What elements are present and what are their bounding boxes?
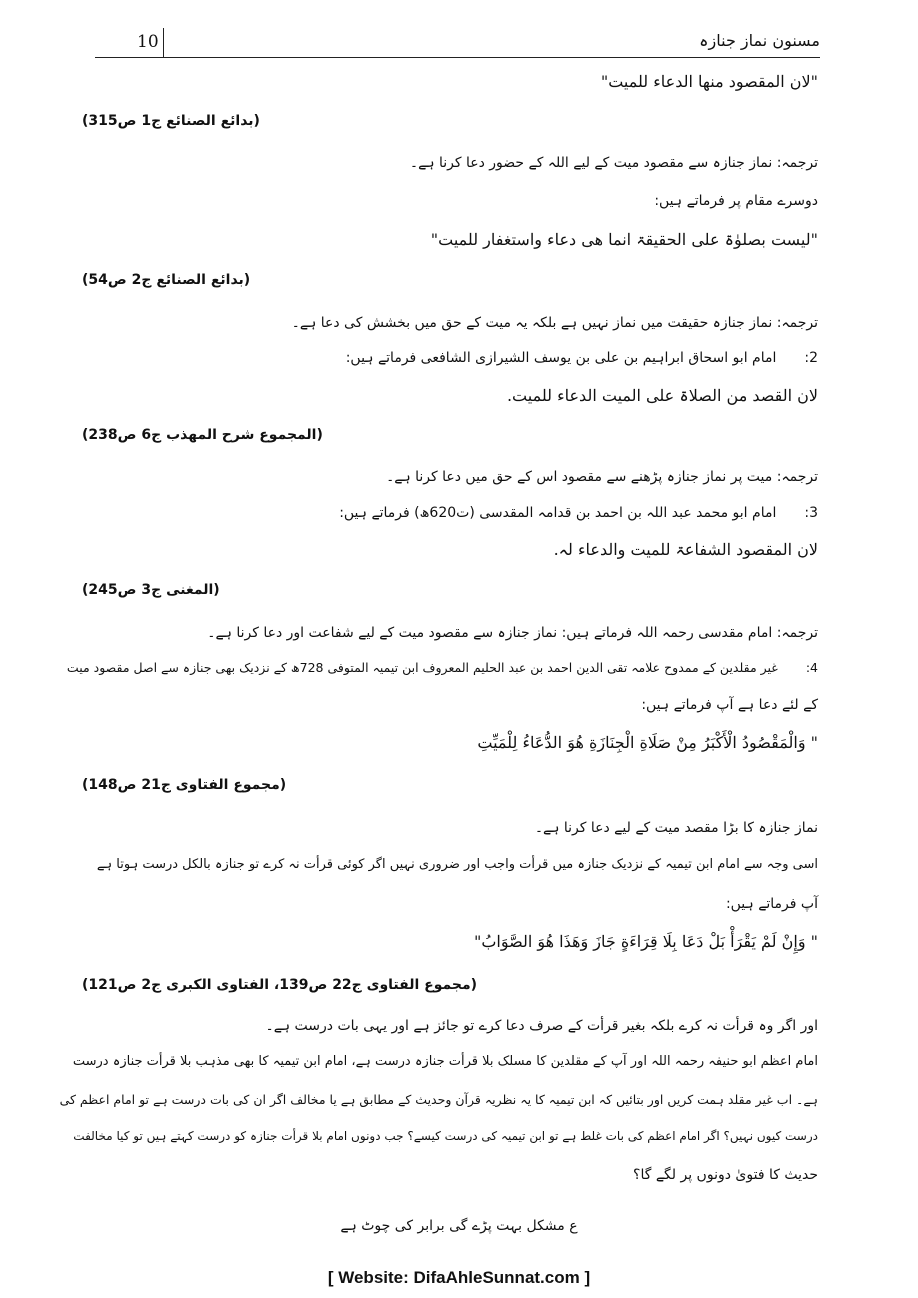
numbered-item — [67, 660, 818, 675]
page-number: 10 — [137, 32, 159, 52]
arabic-quote: "لان المقصود منها الدعاء للمیت" — [600, 72, 818, 91]
paragraph: اسی وجہ سے امام ابن تیمیہ کے نزدیک جنازہ میں قرأت واجب اور ضروری نہیں اگر کوئی قرأت نہ کرے تو جنازہ بالکل درست ہوتا ہے — [96, 857, 818, 872]
arabic-quote: لان القصد من الصلاۃ علی المیت الدعاء للمیت. — [506, 386, 818, 405]
reference: (المغنی ج3 ص245) — [82, 582, 220, 598]
paragraph: حدیث کا فتویٰ دونوں پر لگے گا؟ — [633, 1167, 818, 1183]
paragraph: کے لئے دعا ہے آپ فرماتے ہیں: — [641, 697, 818, 713]
translation: ترجمہ: نماز جنازہ سے مقصود میت کے لیے اللہ کے حضور دعا کرنا ہے۔ — [409, 155, 818, 171]
reference: (بدائع الصنائع ج1 ص315) — [82, 113, 260, 129]
arabic-quote: "لیست بصلوٰۃ علی الحقیقۃ انما ھی دعاء واستغفار للمیت" — [430, 230, 818, 249]
item-number: 3: — [804, 505, 818, 521]
header-divider — [163, 28, 164, 58]
numbered-item — [346, 350, 818, 366]
item-number: 4: — [805, 660, 818, 675]
translation: ترجمہ: امام مقدسی رحمہ اللہ فرماتے ہیں: نماز جنازہ سے مقصود میت کے لیے شفاعت اور دعا کرنا ہے۔ — [207, 625, 818, 641]
item-text: امام ابو محمد عبد اللہ بن احمد بن قدامہ المقدسی (ت620ھ) فرماتے ہیں: — [339, 505, 777, 521]
arabic-quote: لان المقصود الشفاعۃ للمیت والدعاء لہ. — [553, 540, 818, 559]
item-text: غیر مقلدین کے ممدوح علامہ تقی الدین احمد بن عبد الحلیم المعروف ابن تیمیہ المتوفی 728ھ کے نزدیک بھی جنازہ سے اصل مقصود میت — [66, 660, 778, 675]
reference: (مجموع الفتاوی ج21 ص148) — [82, 777, 287, 793]
paragraph: دوسرے مقام پر فرماتے ہیں: — [654, 193, 818, 209]
item-number: 2: — [804, 350, 818, 366]
arabic-quote: " وَإِنْ لَمْ يَقْرَأْ بَلْ دَعَا بِلَا قِرَاءَةٍ جَازَ وَهَذَا هُوَ الصَّوَابُ" — [473, 932, 818, 951]
translation: اور اگر وہ قرأت نہ کرے بلکہ بغیر قرأت کے صرف دعا کرے تو جائز ہے اور یہی بات درست ہے۔ — [265, 1018, 818, 1034]
footer-website: [ Website: DifaAhleSunnat.com ] — [327, 1268, 591, 1287]
translation: نماز جنازہ کا بڑا مقصد میت کے لیے دعا کرنا ہے۔ — [534, 820, 818, 836]
paragraph: ہے۔ اب غیر مقلد ہمت کریں اور بتائیں کہ ابن تیمیہ کا یہ نظریہ قرآن وحدیث کے مطابق ہے یا مخالف اگر ان کی بات درست ہے تو امام اعظم کی — [59, 1092, 818, 1107]
poetry-verse: ع مشکل بہت پڑے گی برابر کی چوٹ ہے — [340, 1218, 578, 1234]
paragraph: امام اعظم ابو حنیفہ رحمہ اللہ اور آپ کے مقلدین کا مسلک بلا قرأت جنازہ درست ہے، امام ابن تیمیہ کا بھی مذہب بلا قرأت جنازہ درست — [72, 1054, 818, 1069]
book-title: مسنون نماز جنازہ — [699, 31, 820, 50]
translation: ترجمہ: میت پر نماز جنازہ پڑھنے سے مقصود اس کے حق میں دعا کرنا ہے۔ — [386, 469, 818, 485]
reference: (المجموع شرح المھذب ج6 ص238) — [82, 427, 323, 443]
item-text: امام ابو اسحاق ابراہیم بن علی بن یوسف الشیرازی الشافعی فرماتے ہیں: — [345, 350, 777, 366]
reference: (مجموع الفتاوی ج22 ص139، الفتاوی الکبری ج2 ص121) — [82, 977, 478, 993]
paragraph: آپ فرماتے ہیں: — [725, 896, 818, 912]
page-header — [95, 28, 820, 58]
paragraph: درست کیوں نہیں؟ اگر امام اعظم کی بات غلط ہے تو ابن تیمیہ کی درست کیسے؟ جب دونوں امام بلا قرأت جنازہ کو درست کہتے ہیں تو کیا مخالفت — [73, 1129, 818, 1143]
reference: (بدائع الصنائع ج2 ص54) — [82, 272, 251, 288]
numbered-item — [339, 505, 818, 521]
arabic-quote: " وَالْمَقْصُودُ الْأَكْبَرُ مِنْ صَلَاةِ الْجِنَازَةِ هُوَ الدُّعَاءُ لِلْمَيِّتِ — [477, 733, 818, 752]
header-rule — [95, 57, 820, 58]
translation: ترجمہ: نماز جنازہ حقیقت میں نماز نہیں ہے بلکہ یہ میت کے حق میں بخشش کی دعا ہے۔ — [291, 315, 818, 331]
